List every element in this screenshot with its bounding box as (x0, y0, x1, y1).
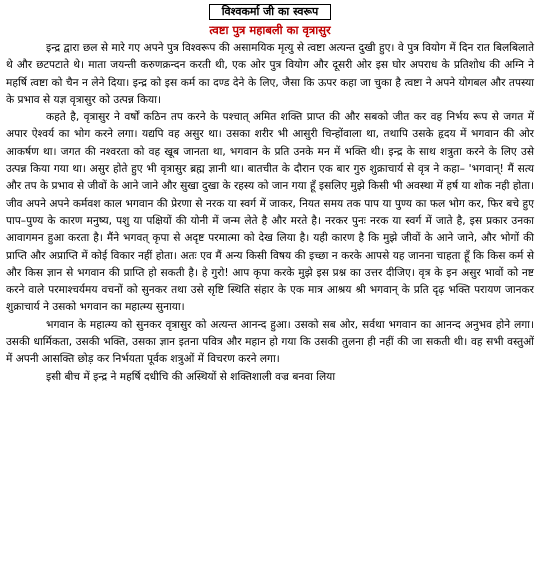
paragraph-4: इसी बीच में इन्द्र ने महर्षि दधीचि की अस्थियों से शक्तिशाली वज्र बनवा लिया (46, 370, 336, 383)
paragraph-1: इन्द्र द्वारा छल से मारे गए अपने पुत्र विश्वरूप की असामयिक मृत्यु से त्वष्टा अत्यन्त दुखी हुए। वे पुत्र वियोग में दिन रात बिलबिलाते थे और छटपटाते थे। माता जयन्ती करुणक्रन्दन करती थी, एक ओर पुत्र वियोग और दूसरी ओर इस घोर अपराध के प्रतिशोध की अग्नि ने महर्षि त्वष्टा को चैन न लेने दिया। इन्द्र को इस कर्म का दण्ड देने के लिए, जैसा कि ऊपर कहा जा चुका है त्वष्टा ने अपने योगबल और तपस्या के प्रभाव से यज्ञ वृत्रासुर को उत्पन्न किया। (6, 42, 534, 106)
page-title: विश्वकर्मा जी का स्वरूप (209, 4, 331, 20)
paragraph-2: कहते है, वृत्रासुर ने वर्षों कठिन तप करने के पश्चात् अमित शक्ति प्राप्त की और सबको जीत कर वह निर्भय रूप से जगत में अपार ऐश्वर्य का भोग करने लगा। यद्यपि वह असुर था। उसका शरीर भी आसुरी चिन्होंवाला था, तथापि उसके हृदय में भगवान की ओर आकर्षण था। जगत की नश्वरता को वह खूब जानता था, भगवान के प्रति उनके मन में भक्ति थी। इन्द्र के साथ शत्रुता करने के लिए उसे उत्पन्न किया गया था। असुर होते हुए भी वृत्रासुर ब्रह्म ज्ञानी था। बातचीत के दौरान एक बार गुरु शुक्राचार्य से वृत्र ने कहा– 'भगवान्! मैं सत्य और तप के प्रभाव से जीवों के आने जाने और सुखा दुखा के रहस्य को जान गया हूँ इसलिए मुझे किसी भी अवस्था में हर्ष या शोक नही होता। जीव अपने अपने कर्मवश काल भगवान की प्रेरणा से नरक या स्वर्ग में जाकर, नियत समय तक पाप या पुण्य का फल भोग कर, फिर बचे हुए पाप–पुण्य के कारण मनुष्य, पशु या पक्षियों की योनी में जन्म लेते है और मरते है। नरकर पुनः नरक या स्वर्ग में जाते है, इस प्रकार उनका आवागमन हुआ करता है। मैंने भगवत् कृपा से अदृष्ट परमात्मा को देख लिया है। यही कारण है कि मुझे जीवों के आने जाने, और भोगों की प्राप्ति और अप्राप्ति में कोई विकार नहीं होता। अतः एव मैं अन्य किसी विषय की इच्छा न करके आपसे यह जानना चाहता हूँ कि किस कर्म से और किस ज्ञान से भगवान की प्राप्ति हो सकती है। हे गुरो! आप कृपा करके मुझे इस प्रश्न का उत्तर दीजिए। वृत्र के इन असुर भावों को नष्ट करने वाले परमाश्चर्यमय वचनों को सुनकर तथा उसे सृष्टि स्थिति संहार के एक मात्र आश्रय श्री भगवान् के प्रति दृढ़ भक्ति परायण जानकर शुक्राचार्य ने उसको भगवान का महात्म्य सुनाया। (6, 111, 534, 314)
paragraph-3: भगवान के महात्म्य को सुनकर वृत्रासुर को अत्यन्त आनन्द हुआ। उसको सब ओर, सर्वथा भगवान का आनन्द अनुभव होने लगा। उसकी धार्मिकता, उसकी भक्ति, उसका ज्ञान इतना पवित्र और महान हो गया कि उसकी तुलना ही नहीं की जा सकती थी। वह सभी वस्तुओं में अपनी आसक्ति छोड़ कर निर्भयता पूर्वक शत्रुओं में विचरण करने लगा। (6, 318, 534, 366)
section-subtitle: त्वष्टा पुत्र महाबली का वृत्रासुर (209, 23, 331, 37)
